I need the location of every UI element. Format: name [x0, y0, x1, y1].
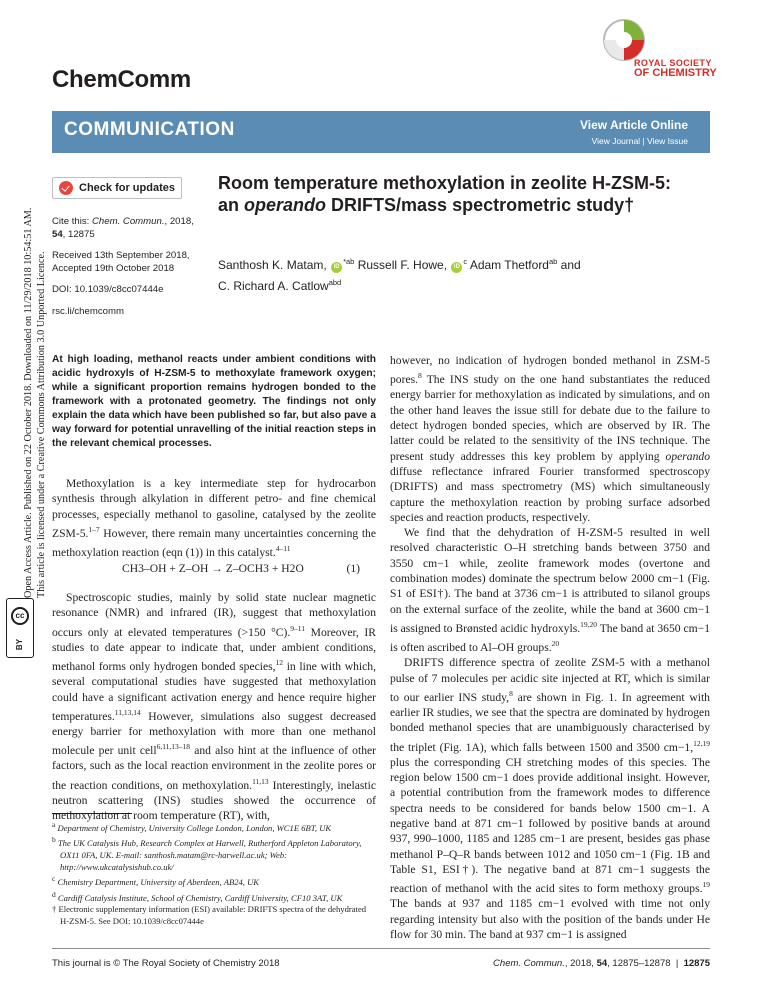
ref[interactable]: 4–11 [275, 544, 291, 554]
orcid-icon[interactable]: iD [331, 262, 342, 273]
esi-note: † Electronic supplementary information (ESI) available: DRIFTS spectra of the dehydrated H-ZSM-5. See DOI: 10.1039/c8cc07444e [52, 904, 367, 926]
rsc-emblem-icon [602, 18, 646, 62]
text: However, simulations also suggest decreased energy barrier for methoxylation with more than one methanol molecule per unit cell [52, 709, 376, 758]
cite-journal: Chem. Commun. [92, 216, 165, 227]
ref[interactable]: 11,13 [252, 776, 269, 786]
equation-text: CH3–OH + Z–OH → Z–OCH3 + H2O [122, 562, 304, 575]
page-footer-citation [493, 958, 710, 969]
ref[interactable]: 6,11,13–18 [156, 742, 191, 752]
licence-line-2[interactable]: This article is licensed under a Creative Commons Attribution 3.0 Unported Licence. [36, 251, 47, 598]
author-list [218, 253, 688, 295]
ref[interactable]: 11,13,14 [114, 707, 141, 717]
ref[interactable]: 8 [418, 371, 422, 381]
licence-side-note [2, 178, 47, 598]
equation-number: (1) [346, 562, 360, 575]
body-left-p1 [52, 476, 376, 560]
citation-info [52, 216, 212, 241]
title-part-1: Room temperature methoxylation in zeolite H-ZSM-5: an [218, 173, 672, 215]
text: DRIFTS difference spectra of zeolite ZSM-5 with a methanol pulse of 7 molecules per acidic site injected at RT, which is similar to our earlier INS study, [390, 656, 710, 704]
article-title [218, 173, 678, 216]
affiliations [52, 819, 376, 927]
cite-label: Cite this: [52, 216, 90, 227]
affil-mark: b [52, 835, 56, 845]
rsc-name-line-1: ROYAL SOCIETY [634, 58, 712, 68]
affil-a: Department of Chemistry, University College London, London, WC1E 6BT, UK [57, 822, 332, 833]
view-journal-link[interactable]: View Journal [591, 136, 641, 146]
accepted-date: Accepted 19th October 2018 [52, 262, 175, 274]
ref[interactable]: 19,20 [580, 619, 597, 629]
title-italic: operando [244, 194, 327, 215]
by-icon: BY [15, 639, 25, 651]
footer-journal: Chem. Commun. [493, 958, 565, 969]
journal-site-link[interactable]: rsc.li/chemcomm [52, 306, 124, 317]
author-matam[interactable]: Santhosh K. Matam, [218, 258, 327, 272]
ref[interactable]: 9–11 [290, 623, 306, 633]
page-number: 12875 [683, 958, 710, 969]
copyright: This journal is © The Royal Society of Chemistry 2018 [52, 958, 280, 969]
affil-b: The UK Catalysis Hub, Research Complex at Harwell, Rutherford Appleton Laboratory, OX11 0FA, UK. E-mail: santhosh.matam@rc-harwell.ac.uk; Web: http://www.ukcatalysishub.co.uk/ [57, 838, 362, 872]
footer-separator: | [675, 958, 679, 969]
footer-pages: , 12875–12878 [607, 958, 671, 969]
text: in line with which, several computational studies have suggested that methoxylation could have a significant activation energy and hence require higher temperatures. [52, 659, 376, 723]
author-affil: abd [328, 278, 342, 287]
view-issue-link[interactable]: View Issue [647, 136, 688, 146]
author-catlow[interactable]: C. Richard A. Catlow [218, 279, 329, 293]
author-and: and [560, 258, 581, 272]
text: The band at 3650 cm−1 is often ascribed to Al–OH groups. [390, 621, 710, 654]
article-type-banner [52, 111, 710, 153]
footer-volume: 54 [596, 958, 608, 969]
doi[interactable]: DOI: 10.1039/c8cc07444e [52, 284, 164, 295]
journal-links [592, 136, 688, 146]
abstract: At high loading, methanol reacts under ambient conditions with acidic hydroxyls of H-ZSM-5 to methoxylate framework oxygen; while a significant proportion remains hydrogen bonded to the framework with a protonated geometry. The findings not only explain the data which have been published so far, but also pave a way forward for potential unravelling of the initial reaction steps in the relevant chemical processes. [52, 354, 376, 449]
dates [52, 250, 212, 275]
check-updates-label: Check for updates [79, 182, 175, 194]
text: We find that the dehydration of H-ZSM-5 resulted in well resolved characteristic O–H stretching bands between 3750 and 3550 cm−1 while, zeolite framework modes (overtone and combination modes) dominate the spectrum below 2000 cm−1 (Fig. S1 of ESI†). The band at 3736 cm−1 is attributed to silanol groups on the external surface of the zeolite, while the band at 3600 cm−1 is assigned to Brønsted acidic hydroxyls. [390, 526, 710, 635]
affil-c: Chemistry Department, University of Aberdeen, AB24, UK [57, 876, 260, 887]
title-part-2: DRIFTS/mass spectrometric study [326, 194, 625, 215]
footer-year: , 2018, [564, 958, 597, 969]
article-type: COMMUNICATION [64, 119, 235, 140]
ref[interactable]: 20 [551, 639, 560, 649]
affil-mark: c [52, 874, 56, 884]
link-separator: | [642, 136, 645, 146]
affil-mark: d [52, 889, 56, 899]
view-article-online-link[interactable]: View Article Online [579, 118, 688, 132]
check-updates-icon [59, 181, 73, 195]
affil-d: Cardiff Catalysis Institute, School of Chemistry, Cardiff University, CF10 3AT, UK [57, 892, 343, 903]
text: are shown in Fig. 1. In agreement with earlier IR studies, we see that the spectra are dominated by hydrogen bonded methanol species that are unambiguously characterised by the triplet (Fig. 1A), which falls between 1500 and 3500 cm−1, [390, 690, 710, 754]
author-howe[interactable]: Russell F. Howe, [357, 258, 448, 272]
text: diffuse reflectance infrared Fourier transformed spectroscopy (DRIFTS) and mass spectrometry (MS) which simultaneously capture the methoxylation reaction by probing surface adsorbed species and reaction products, respectively. [390, 464, 710, 524]
footnote-divider [52, 813, 132, 814]
esi-dagger-link[interactable]: † [624, 194, 635, 215]
rsc-name-line-2: OF CHEMISTRY [634, 67, 717, 79]
body-right [390, 353, 710, 942]
rsc-logo[interactable] [582, 18, 742, 88]
orcid-icon[interactable]: iD [451, 262, 462, 273]
author-affil: ab [548, 257, 558, 266]
text: Moreover, IR studies to date appear to indicate that, under ambient conditions, methanol forms only hydrogen bonded species, [52, 625, 376, 673]
text: Interestingly, inelastic neutron scattering (INS) studies showed the occurrence of methoxylation at room temperature (RT), with, [52, 778, 377, 823]
text: However, there remain many uncertainties concerning the methoxylation reaction (eqn (1)) in this catalyst. [52, 526, 376, 559]
cc-icon: cc [11, 607, 29, 625]
ref[interactable]: 12 [275, 658, 284, 668]
ref[interactable]: 1–7 [88, 524, 100, 534]
ref[interactable]: 12,19 [693, 738, 710, 748]
author-thetford[interactable]: Adam Thetford [469, 258, 549, 272]
text: Methoxylation is a key intermediate step for hydrocarbon synthesis through alkylation in different petro- and fine chemical processes, especially methanol to gasoline, catalysed by the zeolite ZSM-5. [52, 477, 376, 540]
ref[interactable]: 8 [509, 688, 513, 698]
text: plus the corresponding CH stretching modes of this species. The region below 1500 cm−1 does provide additional insight. However, a potential contribution from the framework modes to difference spectra needs to be considered for bands below 1500 cm−1. A negative band at 871 cm−1 followed by positive bands at around 937, 990–1000, 1185 and 1285 cm−1 are present, besides gas phase methanol P–Q–R bands between 1012 and 1050 cm−1 (Fig. 1B and Table S1, ESI†). The negative band at 871 cm−1 suggests the reaction of methanol with the acid sites to form methoxy groups. [390, 755, 710, 895]
text: however, no indication of hydrogen bonded methanol in ZSM-5 pores. [390, 354, 710, 387]
author-affil: c [463, 257, 468, 266]
journal-title[interactable]: ChemComm [52, 66, 191, 93]
check-for-updates-button[interactable] [52, 177, 182, 199]
received-date: Received 13th September 2018, [52, 250, 190, 261]
author-affil: *ab [343, 257, 355, 266]
cc-by-badge[interactable] [6, 598, 34, 658]
text-italic: operando [665, 449, 710, 463]
cite-volume: 54 [52, 228, 63, 240]
text: and also hint at the influence of other factors, such as the local reaction environment in the zeolite pores or the reaction conditions, on methoxylation. [52, 744, 377, 792]
affil-mark: a [52, 820, 56, 829]
body-left-p2 [52, 590, 376, 823]
footer-divider [52, 948, 710, 949]
text: Spectroscopic studies, mainly by solid state nuclear magnetic resonance (NMR) and infrared (IR), suggest that methoxylation occurs only at elevated temperatures (>150 °C). [52, 591, 376, 639]
ref[interactable]: 19 [702, 880, 710, 890]
cite-year: , 2018, [164, 216, 194, 227]
text: The bands at 937 and 1185 cm−1 evolved with time not only regarding intensity but also with the position of the bands under He flow for 30 min. The band at 937 cm−1 is assigned [390, 897, 710, 941]
text: The INS study on the one hand substantiates the reduced energy barrier for methoxylation as indicated by simulations, and on the other hand leaves the issue still for debate due to the failure to detect hydrogen bonded species, which are observed by IR. The latter could be related to the sensitivity of the INS technique. The present study addresses this key problem by applying [390, 373, 710, 463]
cite-page: , 12875 [62, 228, 95, 240]
licence-line-1: Open Access Article. Published on 22 October 2018. Downloaded on 11/29/2018 10:54:51 AM. [23, 207, 34, 598]
